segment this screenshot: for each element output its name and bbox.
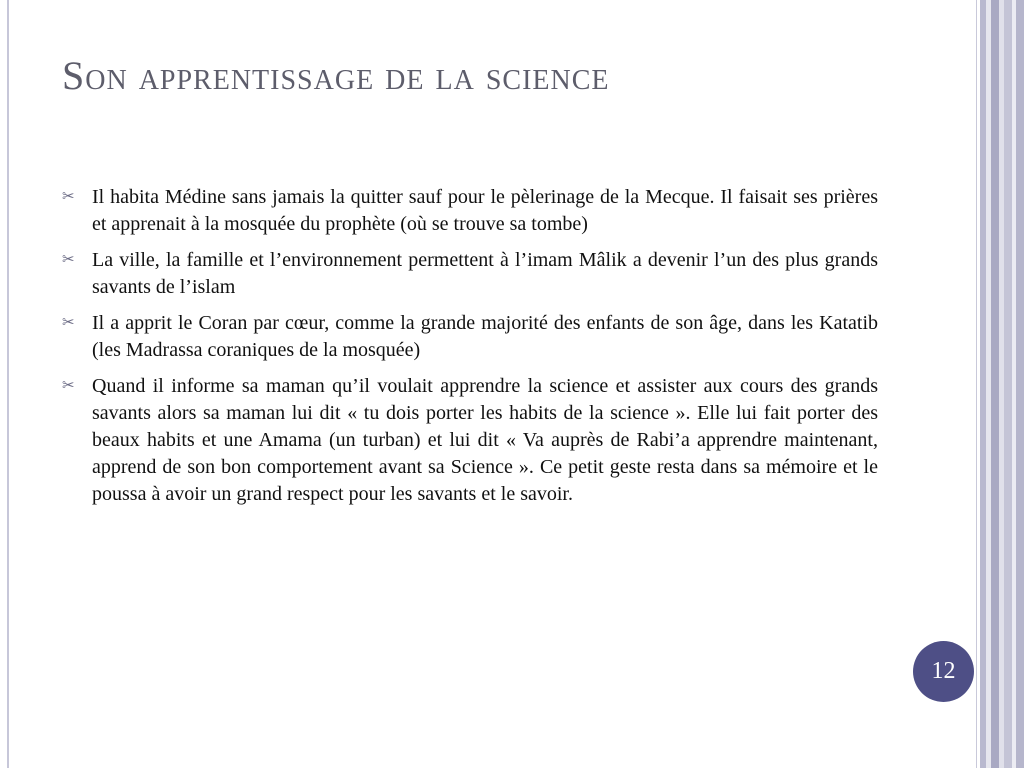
scissors-icon: ✂ (62, 250, 75, 268)
scissors-icon: ✂ (62, 376, 75, 394)
slide-title: Son apprentissage de la science (62, 53, 610, 98)
page-number-badge: 12 (913, 641, 974, 702)
bullet-text: Il a apprit le Coran par cœur, comme la grande majorité des enfants de son âge, dans les Katatib (les Madrassa coraniques de la mosquée) (92, 312, 878, 361)
scissors-icon: ✂ (62, 187, 75, 205)
right-decorative-stripe (1016, 0, 1024, 768)
bullet-item (62, 373, 878, 508)
bullet-list (62, 184, 878, 517)
bullet-text: Quand il informe sa maman qu’il voulait apprendre la science et assister aux cours des grands savants alors sa maman lui dit « tu dois porter les habits de la science ». Elle lui fait porter des beaux habits et une Amama (un turban) et lui dit « Va auprès de Rabi’a apprendre maintenant, apprend de son bon comportement avant sa Science ». Ce petit geste resta dans sa mémoire et le poussa à avoir un grand respect pour les savants et le savoir. (92, 375, 878, 505)
bullet-text: La ville, la famille et l’environnement permettent à l’imam Mâlik a devenir l’un des plus grands savants de l’islam (92, 249, 878, 298)
bullet-text: Il habita Médine sans jamais la quitter sauf pour le pèlerinage de la Mecque. Il faisait ses prières et apprenait à la mosquée du prophète (où se trouve sa tombe) (92, 186, 878, 235)
right-decorative-stripe (976, 0, 977, 768)
bullet-item (62, 310, 878, 364)
left-border-line (7, 0, 9, 768)
right-decorative-stripe (991, 0, 999, 768)
bullet-item (62, 247, 878, 301)
scissors-icon: ✂ (62, 313, 75, 331)
right-decorative-stripe (1004, 0, 1012, 768)
bullet-item (62, 184, 878, 238)
